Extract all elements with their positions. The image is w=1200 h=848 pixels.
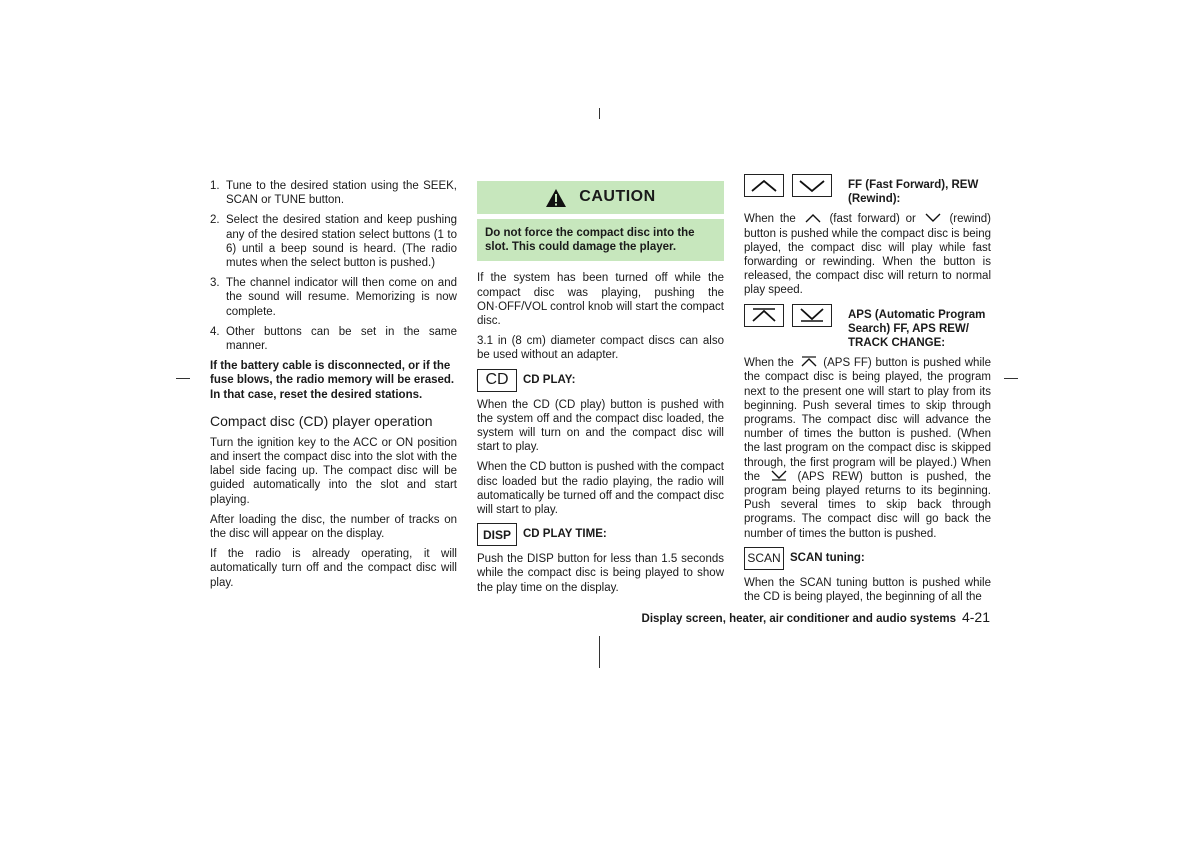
paragraph: 3.1 in (8 cm) diameter compact discs can also be used without an adapter. xyxy=(477,335,724,362)
aps-rew-icon xyxy=(768,470,790,481)
paragraph: When the CD (CD play) button is pushed with the system off and the compact disc loaded, the system will turn on and the compact disc will start to play. xyxy=(477,398,724,454)
paragraph: If the system has been turned off while the compact disc was playing, pushing the ON·OFF/VOL control knob will start the compact disc. xyxy=(477,272,724,328)
list-item: 2. Select the desired station and keep pushing any of the desired station select buttons (1 to 6) until a beep sound is heard. (The radio mutes when the select button is pushed.) xyxy=(210,214,457,270)
battery-note: If the battery cable is disconnected, or if the fuse blows, the radio memory will be erased. In that case, reset the desired stations. xyxy=(210,360,455,401)
step-text: Other buttons can be set in the same manner. xyxy=(226,325,457,353)
chevron-down-icon xyxy=(922,212,944,223)
step-text: The channel indicator will then come on and the sound will resume. Memorizing is now complete. xyxy=(226,277,457,318)
list-item: 1. Tune to the desired station using the SEEK, SCAN or TUNE button. xyxy=(210,180,457,207)
chevron-up-icon xyxy=(802,212,824,223)
cd-play-time-label: CD PLAY TIME: xyxy=(523,528,607,541)
aps-label: APS (Automatic Program Search) FF, APS REW/ TRACK CHANGE: xyxy=(848,308,986,350)
paragraph: When the (fast forward) or (rewind) button is pushed while the compact disc is being played, the compact disc will play while fast forwarding or rewinding. When the button is released, the compact disc will return to normal play speed. xyxy=(744,213,991,297)
paragraph: When the SCAN tuning button is pushed while the CD is being played, the beginning of all the xyxy=(744,576,991,604)
aps-heading xyxy=(744,304,991,351)
caution-text: Do not force the compact disc into the slot. This could damage the player. xyxy=(477,219,724,261)
station-memory-steps xyxy=(210,179,457,353)
chevron-up-icon xyxy=(744,174,784,197)
disp-button-icon: DISP xyxy=(477,523,517,546)
aps-rew-icon xyxy=(792,304,832,327)
ff-rew-label: FF (Fast Forward), REW (Rewind): xyxy=(848,179,979,206)
column-middle xyxy=(477,181,724,601)
paragraph: After loading the disc, the number of tracks on the disc will appear on the display. xyxy=(210,513,457,541)
scan-button-icon: SCAN xyxy=(744,547,784,570)
scan-heading xyxy=(744,547,991,570)
page-number: 4-21 xyxy=(961,609,990,625)
aps-ff-icon xyxy=(798,356,820,367)
page-footer xyxy=(638,609,990,625)
crop-mark-right xyxy=(1004,378,1018,379)
paragraph: Push the DISP button for less than 1.5 seconds while the compact disc is being played to show the play time on the display. xyxy=(477,553,724,594)
warning-triangle-icon xyxy=(545,188,567,208)
caution-title: CAUTION xyxy=(579,188,656,206)
chevron-down-icon xyxy=(792,174,832,197)
aps-ff-icon xyxy=(744,304,784,327)
ff-rew-heading xyxy=(744,174,991,206)
list-item: 4. Other buttons can be set in the same manner. xyxy=(210,325,457,353)
paragraph: When the (APS FF) button is pushed while the compact disc is being played, the program next to the present one will start to play from its beginning. Push several times to skip through programs. The compact disc will advance the number of times the button is pushed. (When the last program on the compact disc is skipped through, the first program will be played.) When the (APS REW) button is pushed, the program being played returns to its beginning. Push several times to skip back through programs. The compact disc will go back the number of times the button is pushed. xyxy=(744,357,991,540)
crop-mark-top xyxy=(599,108,600,119)
step-text: Select the desired station and keep pushing any of the desired station select buttons (1 to 6) until a beep sound is heard. (The radio mutes when the select button is pushed.) xyxy=(226,214,457,270)
paragraph: Turn the ignition key to the ACC or ON position and insert the compact disc into the slot with the label side facing up. The compact disc will be guided automatically into the slot and start playing. xyxy=(210,436,457,506)
column-left xyxy=(210,179,457,596)
column-right xyxy=(744,172,991,610)
cd-play-time-heading xyxy=(477,523,724,546)
scan-label: SCAN tuning: xyxy=(790,551,865,564)
crop-mark-bottom xyxy=(599,636,600,668)
crop-mark-left xyxy=(176,378,190,379)
cd-play-label: CD PLAY: xyxy=(523,373,576,386)
list-item: 3. The channel indicator will then come on and the sound will resume. Memorizing is now complete. xyxy=(210,277,457,318)
cd-play-heading xyxy=(477,369,724,392)
cd-button-icon: CD xyxy=(477,369,517,392)
step-text: Tune to the desired station using the SEEK, SCAN or TUNE button. xyxy=(226,180,457,207)
section-heading: Compact disc (CD) player operation xyxy=(210,412,433,429)
caution-header xyxy=(477,181,724,214)
section-title: Display screen, heater, air conditioner and audio systems xyxy=(641,613,956,625)
paragraph: When the CD button is pushed with the compact disc loaded but the radio playing, the radio will automatically be turned off and the compact disc will start to play. xyxy=(477,461,724,517)
paragraph: If the radio is already operating, it will automatically turn off and the compact disc will play. xyxy=(210,548,457,589)
